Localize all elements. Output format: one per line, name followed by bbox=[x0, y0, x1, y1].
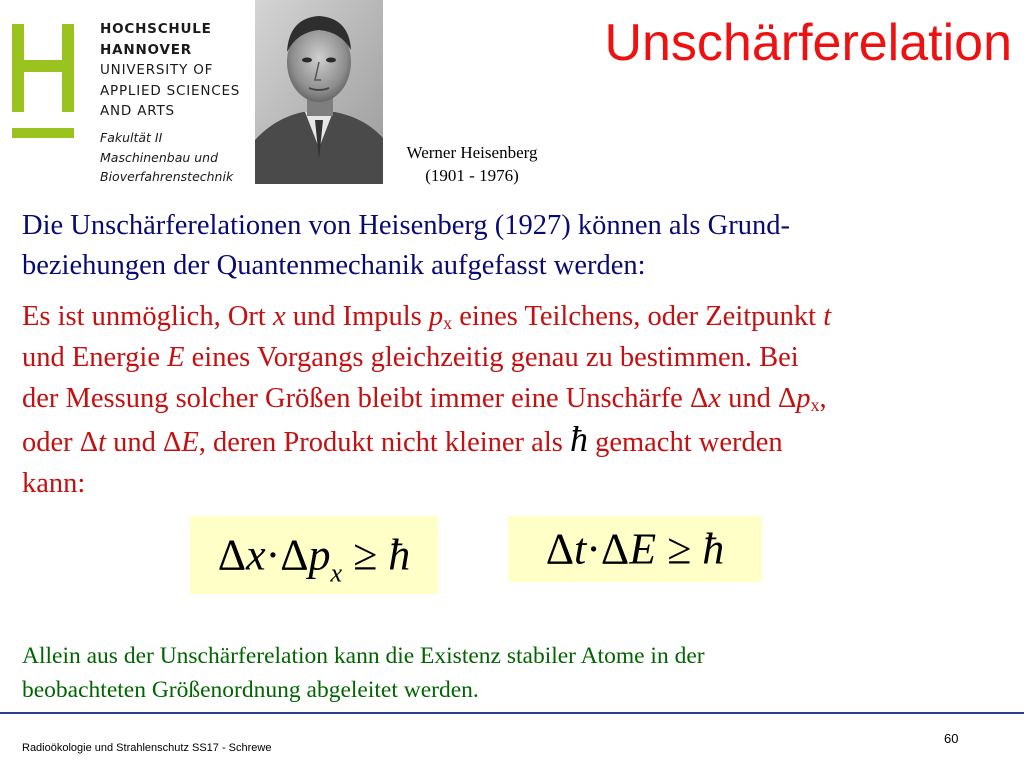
formula-expression bbox=[546, 524, 725, 575]
uncertainty-paragraph bbox=[22, 296, 1012, 504]
university-name bbox=[100, 19, 240, 122]
symbol-p: p bbox=[308, 530, 331, 580]
symbol-geq: ≥ bbox=[667, 524, 692, 574]
subscript-x: x bbox=[810, 395, 820, 415]
text-run: eines Teilchens, oder Zeitpunkt bbox=[452, 301, 824, 332]
portrait-caption bbox=[387, 141, 557, 187]
faculty-name bbox=[100, 128, 233, 187]
formula-expression bbox=[217, 530, 411, 588]
intro-text bbox=[22, 206, 982, 286]
logo-line: AND ARTS bbox=[100, 103, 175, 119]
symbol-hbar: ħ bbox=[388, 530, 411, 580]
symbol-hbar: ħ bbox=[569, 419, 588, 459]
hochschule-hannover-logo-mark bbox=[10, 20, 76, 146]
paragraph-line: kann: bbox=[22, 468, 86, 499]
caption-name: Werner Heisenberg bbox=[406, 143, 538, 162]
text-run: und Energie bbox=[22, 342, 168, 373]
text-run: oder bbox=[22, 427, 80, 458]
subscript-x: x bbox=[443, 313, 453, 333]
text-run: und bbox=[106, 427, 164, 458]
text-run: , deren Produkt nicht kleiner als bbox=[198, 427, 570, 458]
footer-course-title: Radioökologie und Strahlenschutz SS17 - Schrewe bbox=[22, 742, 272, 754]
formula-time-energy bbox=[508, 516, 762, 582]
symbol-x: x bbox=[272, 301, 286, 332]
symbol-x: x bbox=[708, 383, 721, 414]
slide-title: Unschärferelation bbox=[604, 14, 1012, 72]
symbol-geq: ≥ bbox=[353, 530, 378, 580]
symbol-delta: Δ bbox=[217, 530, 247, 580]
symbol-p: p bbox=[796, 383, 811, 414]
paragraph-line bbox=[22, 337, 1012, 378]
faculty-line: Bioverfahrenstechnik bbox=[100, 169, 234, 184]
caption-years: (1901 - 1976) bbox=[425, 166, 519, 185]
symbol-p: p bbox=[428, 301, 444, 332]
text-run: der Messung solcher Größen bleibt immer eine Unschärfe bbox=[22, 383, 690, 414]
conclusion-text bbox=[22, 639, 1002, 707]
symbol-E: E bbox=[167, 342, 185, 373]
symbol-E: E bbox=[629, 524, 657, 574]
symbol-delta: Δ bbox=[163, 427, 182, 458]
symbol-delta: Δ bbox=[79, 427, 99, 458]
intro-line: Die Unschärferelationen von Heisenberg (1927) können als Grund- bbox=[22, 210, 790, 241]
text-run: und Impuls bbox=[285, 301, 429, 332]
logo-line: HANNOVER bbox=[100, 41, 192, 58]
symbol-t: t bbox=[823, 301, 832, 332]
logo-line: APPLIED SCIENCES bbox=[100, 82, 241, 99]
symbol-delta: Δ bbox=[600, 524, 630, 574]
faculty-line: Maschinenbau und bbox=[100, 149, 219, 165]
paragraph-line bbox=[22, 378, 1012, 419]
logo-line: HOCHSCHULE bbox=[100, 21, 212, 37]
page-number: 60 bbox=[944, 731, 959, 746]
intro-line: beziehungen der Quantenmechanik aufgefasst werden: bbox=[22, 250, 646, 281]
text-run: gemacht werden bbox=[587, 427, 783, 458]
logo-line: UNIVERSITY OF bbox=[100, 62, 214, 78]
symbol-dot: · bbox=[586, 524, 601, 574]
footer-divider bbox=[0, 712, 1024, 714]
conclusion-line: beobachteten Größenordnung abgeleitet werden. bbox=[22, 677, 479, 703]
symbol-hbar: ħ bbox=[702, 524, 725, 574]
subscript-x: x bbox=[330, 558, 343, 588]
symbol-x: x bbox=[246, 530, 266, 580]
text-run: eines Vorgangs gleichzeitig genau zu bestimmen. Bei bbox=[184, 342, 799, 373]
symbol-E: E bbox=[181, 427, 199, 458]
paragraph-line bbox=[22, 419, 1012, 463]
text-run: , bbox=[819, 383, 827, 414]
symbol-delta: Δ bbox=[545, 524, 575, 574]
heisenberg-portrait bbox=[255, 0, 383, 184]
faculty-line: Fakultät II bbox=[100, 130, 163, 145]
formula-position-momentum bbox=[190, 516, 438, 594]
symbol-dot: · bbox=[265, 530, 281, 580]
conclusion-line: Allein aus der Unschärferelation kann die Existenz stabiler Atome in der bbox=[22, 643, 705, 669]
symbol-delta: Δ bbox=[280, 530, 309, 580]
symbol-t: t bbox=[98, 427, 107, 458]
symbol-delta: Δ bbox=[777, 383, 797, 414]
symbol-t: t bbox=[574, 524, 587, 574]
text-run: Es ist unmöglich, Ort bbox=[22, 301, 273, 332]
paragraph-line bbox=[22, 296, 1012, 337]
symbol-delta: Δ bbox=[689, 383, 709, 414]
text-run: und bbox=[720, 383, 778, 414]
